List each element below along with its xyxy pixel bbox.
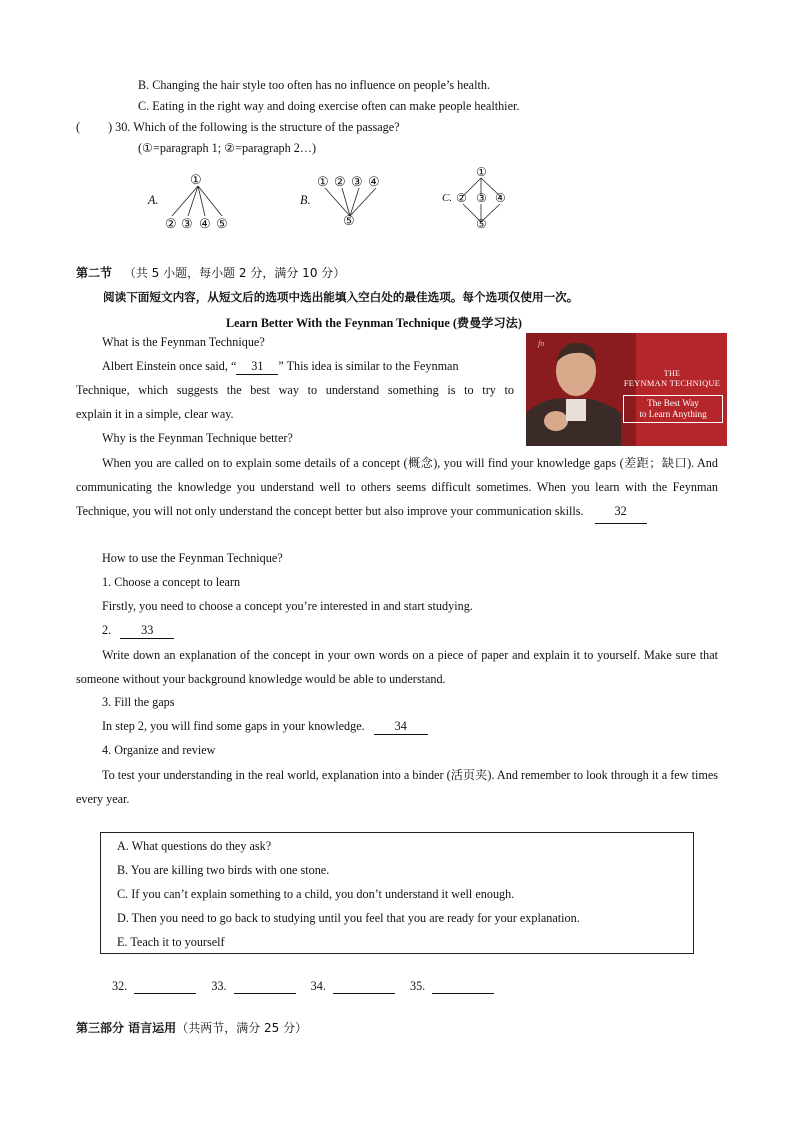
diagram-b-node-5: ⑤ <box>343 213 355 228</box>
q29-option-b: B. Changing the hair style too often has no influence on people’s health. <box>138 78 491 92</box>
diagram-a-node-4: ④ <box>199 216 211 231</box>
answer-35-label: 35. <box>409 979 426 993</box>
option-a: A. What questions do they ask? <box>117 839 272 853</box>
q29-option-c: C. Eating in the right way and doing exercise often can make people healthier. <box>138 99 520 113</box>
step-2-text <box>76 643 718 691</box>
step-3-line <box>102 719 428 735</box>
diagram-b-node-1: ① <box>317 174 329 189</box>
blank-33[interactable]: 33 <box>120 623 174 639</box>
answer-33-label: 33. <box>211 979 227 993</box>
passage-q3: How to use the Feynman Technique? <box>102 551 283 565</box>
diagram-b-label: B. <box>300 193 311 207</box>
answer-line <box>112 979 494 994</box>
image-subtitle-box <box>623 395 723 423</box>
option-b: B. You are killing two birds with one stone. <box>117 863 330 877</box>
section2-heading-note: （共 5 小题，每小题 2 分，满分 10 分） <box>123 266 346 280</box>
answer-32-label: 32. <box>112 979 128 993</box>
diagram-c-node-2: ② <box>456 191 467 205</box>
diagram-a-node-3: ③ <box>181 216 193 231</box>
image-caption-line1: THE <box>663 369 681 378</box>
step-3-heading: 3. Fill the gaps <box>102 695 175 709</box>
q30-line <box>76 120 400 135</box>
blank-31[interactable]: 31 <box>236 359 278 375</box>
diagram-a-node-5: ⑤ <box>216 216 228 231</box>
section2-heading: 第二节 <box>76 266 113 280</box>
passage-p2-line2: Technique, which suggests the best way to understand something is to try to <box>76 383 514 397</box>
blank-32[interactable]: 32 <box>595 499 647 524</box>
feynman-image <box>526 333 727 446</box>
step-1-heading: 1. Choose a concept to learn <box>102 575 241 589</box>
diagram-c-node-4: ④ <box>495 191 506 205</box>
step-4-text <box>76 763 718 811</box>
passage-title: Learn Better With the Feynman Technique (费曼学习法) <box>226 316 522 330</box>
q30-stem: 30. Which of the following is the structure of the passage? <box>115 120 400 134</box>
step-4-heading: 4. Organize and review <box>102 743 216 757</box>
section2-instruction: 阅读下面短文内容，从短文后的选项中选出能填入空白处的最佳选项。每个选项仅使用一次。 <box>103 290 579 304</box>
step-2-body: Write down an explanation of the concept in your own words on a piece of paper and explain it to yourself. Make sure that someone without your background knowledge would be able to understand. <box>76 648 718 686</box>
blank-34[interactable]: 34 <box>374 719 428 735</box>
step-3-text: In step 2, you will find some gaps in your knowledge. <box>102 719 365 733</box>
diagram-c-node-1: ① <box>476 165 487 179</box>
image-subtitle-1: The Best Way <box>647 398 699 408</box>
step-1-text: Firstly, you need to choose a concept you’re interested in and start studying. <box>102 599 473 613</box>
answer-34-input[interactable] <box>333 980 395 994</box>
answer-paren-close: ) <box>108 120 113 134</box>
step-4-body: To test your understanding in the real world, explanation into a binder (活页夹). And remember to look through it a few times every year. <box>76 768 718 806</box>
image-caption-line2: FEYNMAN TECHNIQUE <box>623 379 721 388</box>
corner-mark: fn <box>538 339 545 348</box>
diagram-c-label: C. <box>442 192 453 204</box>
option-c: C. If you can’t explain something to a child, you don’t understand it well enough. <box>117 887 515 901</box>
answer-34-label: 34. <box>310 979 326 993</box>
diagram-a-node-2: ② <box>165 216 177 231</box>
section3-heading-line <box>76 1019 307 1036</box>
image-subtitle-2: to Learn Anything <box>639 409 707 419</box>
option-d: D. Then you need to go back to studying until you feel that you are ready for your explanation. <box>117 911 580 925</box>
step-2-number: 2. <box>102 623 112 637</box>
p2-text-a: Albert Einstein once said, “ <box>102 359 237 373</box>
diagram-b-node-4: ④ <box>368 174 380 189</box>
section2-heading-line <box>76 264 345 281</box>
step-2-heading <box>102 623 174 639</box>
passage-q2: Why is the Feynman Technique better? <box>102 431 293 445</box>
option-e: E. Teach it to yourself <box>117 935 225 949</box>
diagram-b-node-2: ② <box>334 174 346 189</box>
passage-p2-line3: explain it in a simple, clear way. <box>76 407 234 421</box>
passage-p2-line1 <box>102 359 514 375</box>
diagram-a-node-1: ① <box>190 172 202 187</box>
q30-note: (①=paragraph 1; ②=paragraph 2…) <box>138 141 317 155</box>
passage-p4 <box>76 451 718 524</box>
p2-text-b: ” This idea is similar to the Feynman <box>278 359 459 373</box>
answer-35-input[interactable] <box>432 980 494 994</box>
answer-paren-open: ( <box>76 120 81 134</box>
section3-heading: 第三部分 语言运用 <box>76 1021 177 1035</box>
diagram-b-node-3: ③ <box>351 174 363 189</box>
answer-33-input[interactable] <box>234 980 296 994</box>
section3-note: （共两节，满分 25 分） <box>176 1021 308 1035</box>
passage-q1: What is the Feynman Technique? <box>102 335 265 349</box>
p4-text: When you are called on to explain some details of a concept (概念), you will find your knowledge gaps (差距；缺口). And communicating the knowledge you understand well to others seems difficult sometimes. When you learn with the Feynman Technique, you will not only understand the concept better but also improve your communication skills. <box>76 456 718 518</box>
diagram-a-label: A. <box>148 193 159 207</box>
answer-32-input[interactable] <box>134 980 196 994</box>
portrait-icon <box>526 333 636 446</box>
diagram-c-node-3: ③ <box>476 191 487 205</box>
diagram-c-node-5: ⑤ <box>476 217 487 231</box>
